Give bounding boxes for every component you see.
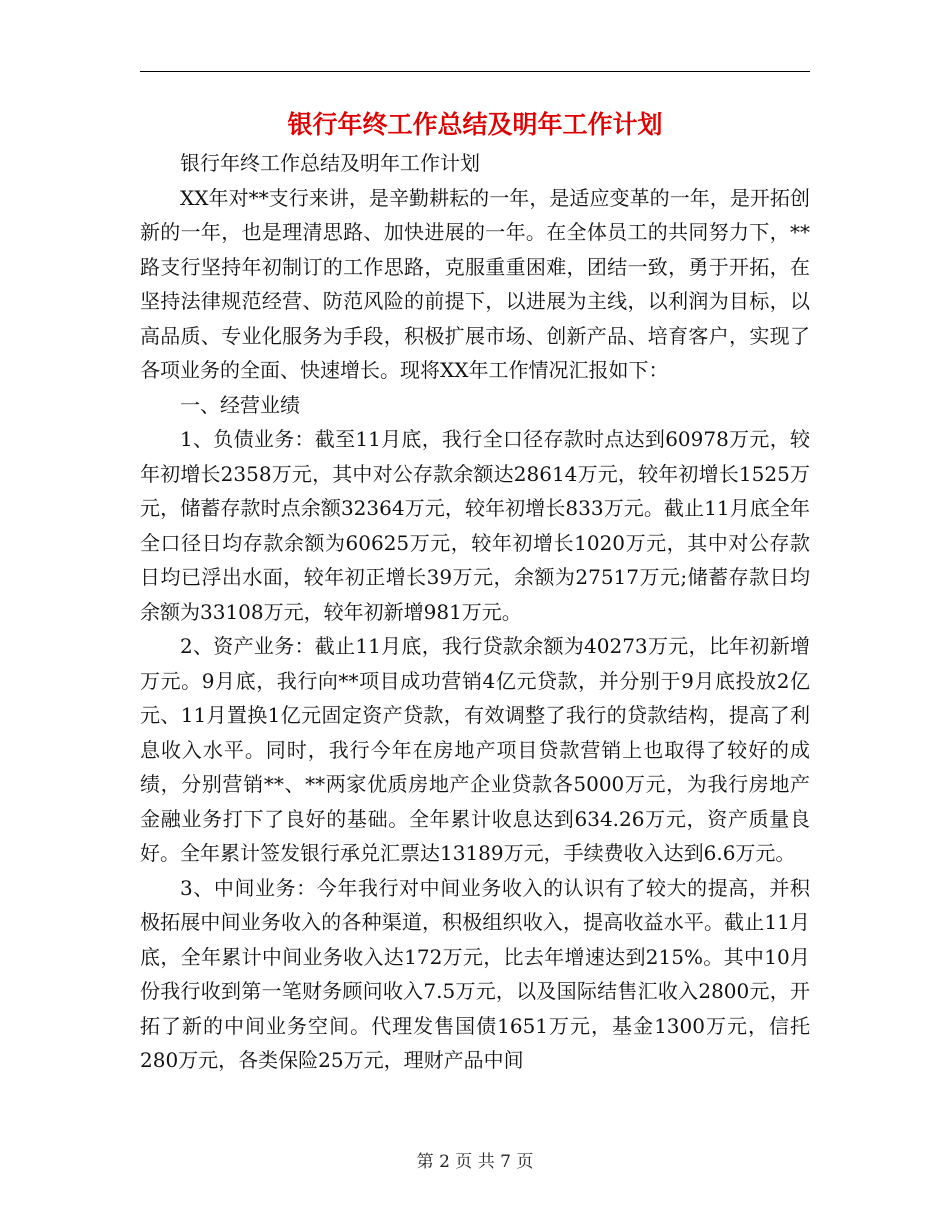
intro-paragraph: XX年对**支行来讲，是辛勤耕耘的一年，是适应变革的一年，是开拓创新的一年，也是理清思路、加快进展的一年。在全体员工的共同努力下，**路支行坚持年初制订的工作思路，克服重重困难，团结一致，勇于开拓，在坚持法律规范经营、防范风险的前提下，以进展为主线，以利润为目标，以高品质、专业化服务为手段，积极扩展市场、创新产品、培育客户，实现了各项业务的全面、快速增长。现将XX年工作情况汇报如下： <box>140 185 810 382</box>
intermediary-paragraph: 3、中间业务：今年我行对中间业务收入的认识有了较大的提高，并积极拓展中间业务收入的各种渠道，积极组织收入，提高收益水平。截止11月底，全年累计中间业务收入达172万元，比去年增速达到215%。其中10月份我行收到第一笔财务顾问收入7.5万元，以及国际结售汇收入2800元，开拓了新的中间业务空间。代理发售国债1651万元，基金1300万元，信托280万元，各类保险25万元，理财产品中间 <box>140 875 810 1072</box>
header-rule <box>140 71 810 72</box>
subtitle-paragraph: 银行年终工作总结及明年工作计划 <box>180 151 480 175</box>
page-number: 第 2 页 共 7 页 <box>416 1152 534 1172</box>
document-body <box>140 146 810 1078</box>
document-title: 银行年终工作总结及明年工作计划 <box>287 110 663 139</box>
liability-paragraph: 1、负债业务：截至11月底，我行全口径存款时点达到60978万元，较年初增长2358万元，其中对公存款余额达28614万元，较年初增长1525万元，储蓄存款时点余额32364万元，较年初增长833万元。截止11月底全年全口径日均存款余额为60625万元，较年初增长1020万元，其中对公存款日均已浮出水面，较年初正增长39万元，余额为27517万元;储蓄存款日均余额为33108万元，较年初新增981万元。 <box>140 427 810 624</box>
asset-paragraph: 2、资产业务：截止11月底，我行贷款余额为40273万元，比年初新增 万元。9月底，我行向**项目成功营销4亿元贷款，并分别于9月底投放2亿元、11月置换1亿元固定资产贷款，有效调整了我行的贷款结构，提高了利息收入水平。同时，我行今年在房地产项目贷款营销上也取得了较好的成绩，分别营销**、**两家优质房地产企业贷款各5000万元，为我行房地产金融业务打下了良好的基础。全年累计收息达到634.26万元，资产质量良好。全年累计签发银行承兑汇票达13189万元，手续费收入达到6.6万元。 <box>140 634 810 865</box>
section-heading: 一、经营业绩 <box>180 392 300 417</box>
